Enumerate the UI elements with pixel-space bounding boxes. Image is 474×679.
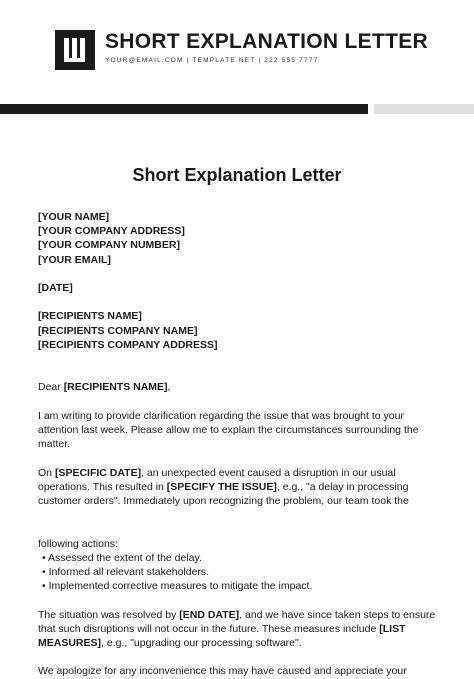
actions-intro: following actions: [38,537,118,550]
recipient-block [38,309,438,352]
header-rule-dark [0,104,368,114]
recipient-line: [RECIPIENTS COMPANY ADDRESS] [38,338,218,351]
recipient-line: [RECIPIENTS COMPANY NAME] [38,324,198,337]
header-rule-light [374,104,474,114]
placeholder-list-measures: [LIST MEASURES] [38,622,406,649]
text-run: , an unexpected event caused a disruption in our usual operations. This resulted in [38,466,396,493]
salutation-suffix: , [167,381,171,394]
list-item: • Implemented corrective measures to mitigate the impact. [42,580,313,593]
placeholder-specify-issue: [SPECIFY THE ISSUE] [166,480,277,493]
salutation-name: [RECIPIENTS NAME] [63,381,168,394]
text-run: , e.g., "a delay in processing customer orders". Immediately upon recognizing the problem, our team took the [38,480,409,507]
paragraph-resolution [38,608,438,651]
sender-line: [YOUR COMPANY NUMBER] [38,239,180,252]
text-run: On [38,466,55,479]
paragraph-intro: I am writing to provide clarification regarding the issue that was brought to your attention last week. Please allow me to explain the circumstances surrounding the matter. [38,409,419,451]
letter-body [38,210,438,679]
actions-list [38,551,438,594]
document-title: Short Explanation Letter [132,165,342,185]
salutation-prefix: Dear [38,381,64,394]
sender-line: [YOUR COMPANY ADDRESS] [38,225,185,238]
text-run: The situation was resolved by [38,608,180,621]
contact-line: YOUR@EMAIL.COM | TEMPLATE.NET | 222 555 7777 [105,57,319,64]
paragraph-event [38,466,438,509]
letterhead [55,30,455,74]
sender-line: [YOUR NAME] [38,211,110,223]
paragraph-apology: We apologize for any inconvenience this may have caused and appreciate your [38,665,407,678]
placeholder-end-date: [END DATE] [179,608,240,621]
list-item: • Informed all relevant stakeholders. [42,565,210,578]
template-logo-icon [55,30,95,70]
brand-title: SHORT EXPLANATION LETTER [105,30,428,53]
text-run: , e.g., "upgrading our processing software". [101,636,302,649]
sender-block [38,210,438,267]
letterhead-text [105,30,428,64]
list-item: • Assessed the extent of the delay. [42,551,202,564]
text-run: , and we have since taken steps to ensure that such disruptions will not occur in the future. These measures include [38,608,436,635]
salutation [38,380,438,394]
sender-line: [YOUR EMAIL] [38,253,111,266]
recipient-line: [RECIPIENTS NAME] [38,310,142,323]
date-line: [DATE] [38,282,73,294]
placeholder-specific-date: [SPECIFIC DATE] [54,466,142,479]
